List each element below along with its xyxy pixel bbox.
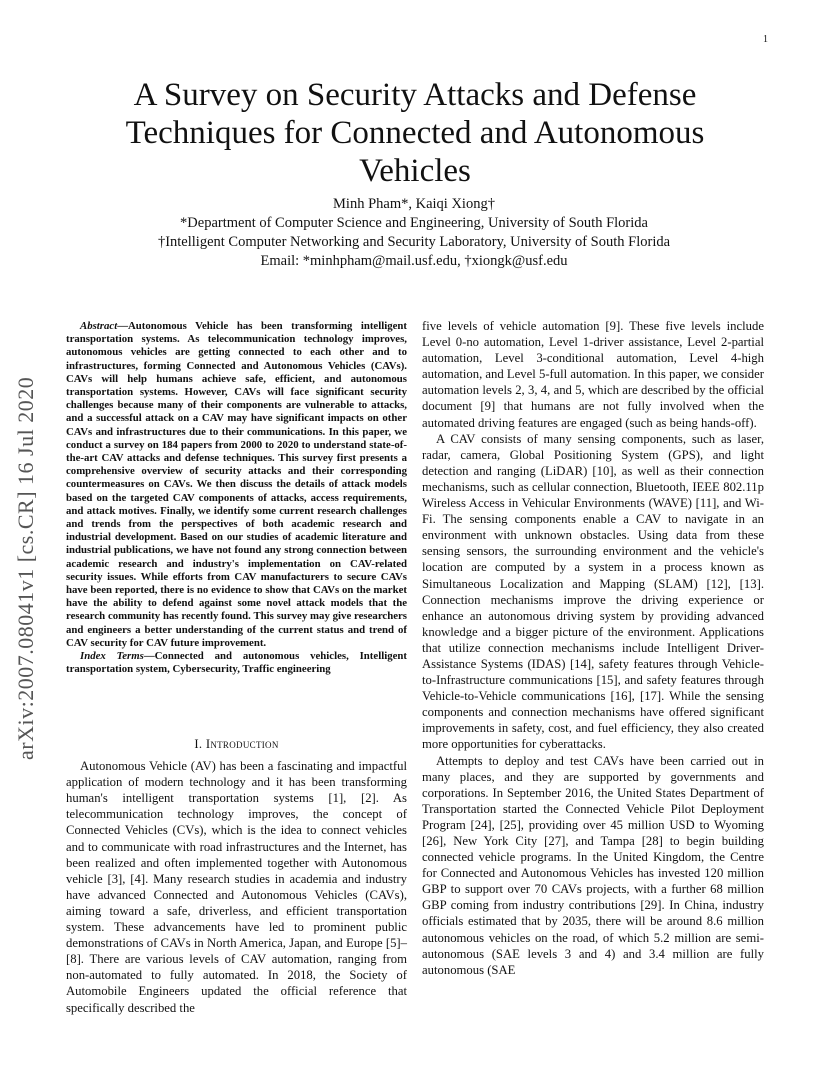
left-column-body <box>66 736 407 1016</box>
author-list: Minh Pham*, Kaiqi Xiong† <box>333 196 495 212</box>
intro-paragraph-1: Autonomous Vehicle (AV) has been a fascinating and impactful application of modern technology and it has been transforming human's intelligent transportation systems [1], [2]. As telecommunication technology improves, the concept of Connected Vehicles (CVs), which is the idea to connect vehicles and to communicate with road infrastructures and the Internet, has been realized and often implemented together with Autonomous vehicle [3], [4]. Many research studies in academia and industry have advanced Connected and Autonomous Vehicles (CAVs), aiming toward a safe, driverless, and efficient transportation system. These advancements have led to prominent public demonstrations of CAVs in North America, Japan, and Europe [5]–[8]. There are various levels of CAV automation, ranging from non-automated to fully automated. In 2018, the Society of Automobile Engineers updated the official reference that specifically described the <box>66 759 407 1015</box>
right-paragraph-3: Attempts to deploy and test CAVs have been carried out in many places, and they are supported by governments and corporations. In September 2016, the United States Department of Transportation started the Connected Vehicle Pilot Deployment Program [24], [25], providing over 45 million USD to Wyoming [26], New York City [27], and Tampa [28] to begin building connected vehicle programs. In the United Kingdom, the Centre for Connected and Autonomous Vehicles has invested 120 million GBP to support over 70 CAVs projects, with a further 68 million GBP coming from industry contributions [29]. In China, industry officials estimated that by 2035, there will be around 8.6 million autonomous vehicles on the road, of which 5.2 million are semi-autonomous (SAE levels 3 and 4) and 3.4 million are fully autonomous (SAE <box>422 753 764 977</box>
abstract-label: Abstract <box>80 320 118 332</box>
paper-title: A Survey on Security Attacks and Defense Techniques for Connected and Autonomous Vehicles <box>125 77 705 189</box>
email-line: Email: *minhpham@mail.usf.edu, †xiongk@usf.edu <box>260 253 568 269</box>
abstract-text: —Autonomous Vehicle has been transforming intelligent transportation systems. As telecommunication technology improves, autonomous vehicles are getting connected to each other and to infrastructures, forming Connected and Autonomous Vehicles (CAVs). CAVs will help humans achieve safe, efficient, and autonomous transportation systems. However, CAVs will face significant security challenges because many of their components are vulnerable to attacks, and a successful attack on a CAV may have significant impacts on other CAVs and infrastructures due to their communications. In this paper, we conduct a survey on 184 papers from 2000 to 2020 to understand state-of-the-art CAV attacks and defense techniques. This survey first presents a comprehensive overview of security attacks and their corresponding countermeasures on CAVs. We then discuss the details of attack models based on the targeted CAV components of attacks, access requirements, and attack motives. Finally, we identify some current research challenges and trends from the perspectives of both academic research and industrial development. Based on our studies of academic literature and industrial publications, we have not found any strong connection between academic research and industry's implementation on CAV-related security issues. While efforts from CAV manufacturers to secure CAVs have been reported, there is no evidence to show that CAVs on the market have the ability to defend against some novel attack models that the research community has recently found. This survey may give researchers and engineers a better understanding of the current status and trend of CAV security for CAV future improvement. <box>66 320 407 649</box>
index-terms <box>66 650 407 676</box>
page-number: 1 <box>763 34 768 45</box>
arxiv-identifier[interactable]: arXiv:2007.08041v1 [cs.CR] 16 Jul 2020 <box>13 376 38 760</box>
right-paragraph-2: A CAV consists of many sensing components, such as laser, radar, camera, Global Positioning System (GPS), and light detection and ranging (LiDAR) [10], as well as their connection mechanisms, such as cellular connection, Bluetooth, IEEE 802.11p Wireless Access in Vehicular Environments (WAVE) [11], and Wi-Fi. The sensing components enable a CAV to navigate in an environment with unknown obstacles. Using data from these sensing sensors, the surrounding environment and the vehicle's location are computed by a system in a process known as Simultaneous Localization and Mapping (SLAM) [12], [13]. Connection mechanisms improve the driving experience or enhance an autonomous driving system by providing advanced knowledge and a bigger picture of the environment. Applications that utilize connection mechanisms include Intelligent Driver-Assistance Systems (IDAS) [14], safety features through Vehicle-to-Infrastructure communications [15], and safety features through Vehicle-to-Vehicle communications [16], [17]. While the sensing components and connection mechanisms have offered significant improvements in safety, cost, and fuel efficiency, they also created more opportunities for cyberattacks. <box>422 431 764 752</box>
right-paragraph-1: five levels of vehicle automation [9]. These five levels include Level 0-no automation, Level 1-driver assistance, Level 2-partial automation, Level 3-conditional automation, Level 4-high automation, and Level 5-full automation. In this paper, we consider automation levels 2, 3, 4, and 5, which are described by the official document [9] that humans are not fully involved when the automated driving features are engaged (such as being hands-off). <box>422 319 764 430</box>
abstract-paragraph <box>66 320 407 650</box>
abstract <box>66 320 407 676</box>
section-heading-introduction: I. Introduction <box>194 737 279 751</box>
right-column-body <box>422 318 764 978</box>
index-terms-text: —Connected and autonomous vehicles, Intelligent transportation system, Cybersecurity, Traffic engineering <box>66 650 407 676</box>
affiliation-1: *Department of Computer Science and Engineering, University of South Florida <box>180 215 648 231</box>
index-terms-label: Index Terms <box>80 650 144 663</box>
affiliation-2: †Intelligent Computer Networking and Security Laboratory, University of South Florida <box>157 234 671 250</box>
